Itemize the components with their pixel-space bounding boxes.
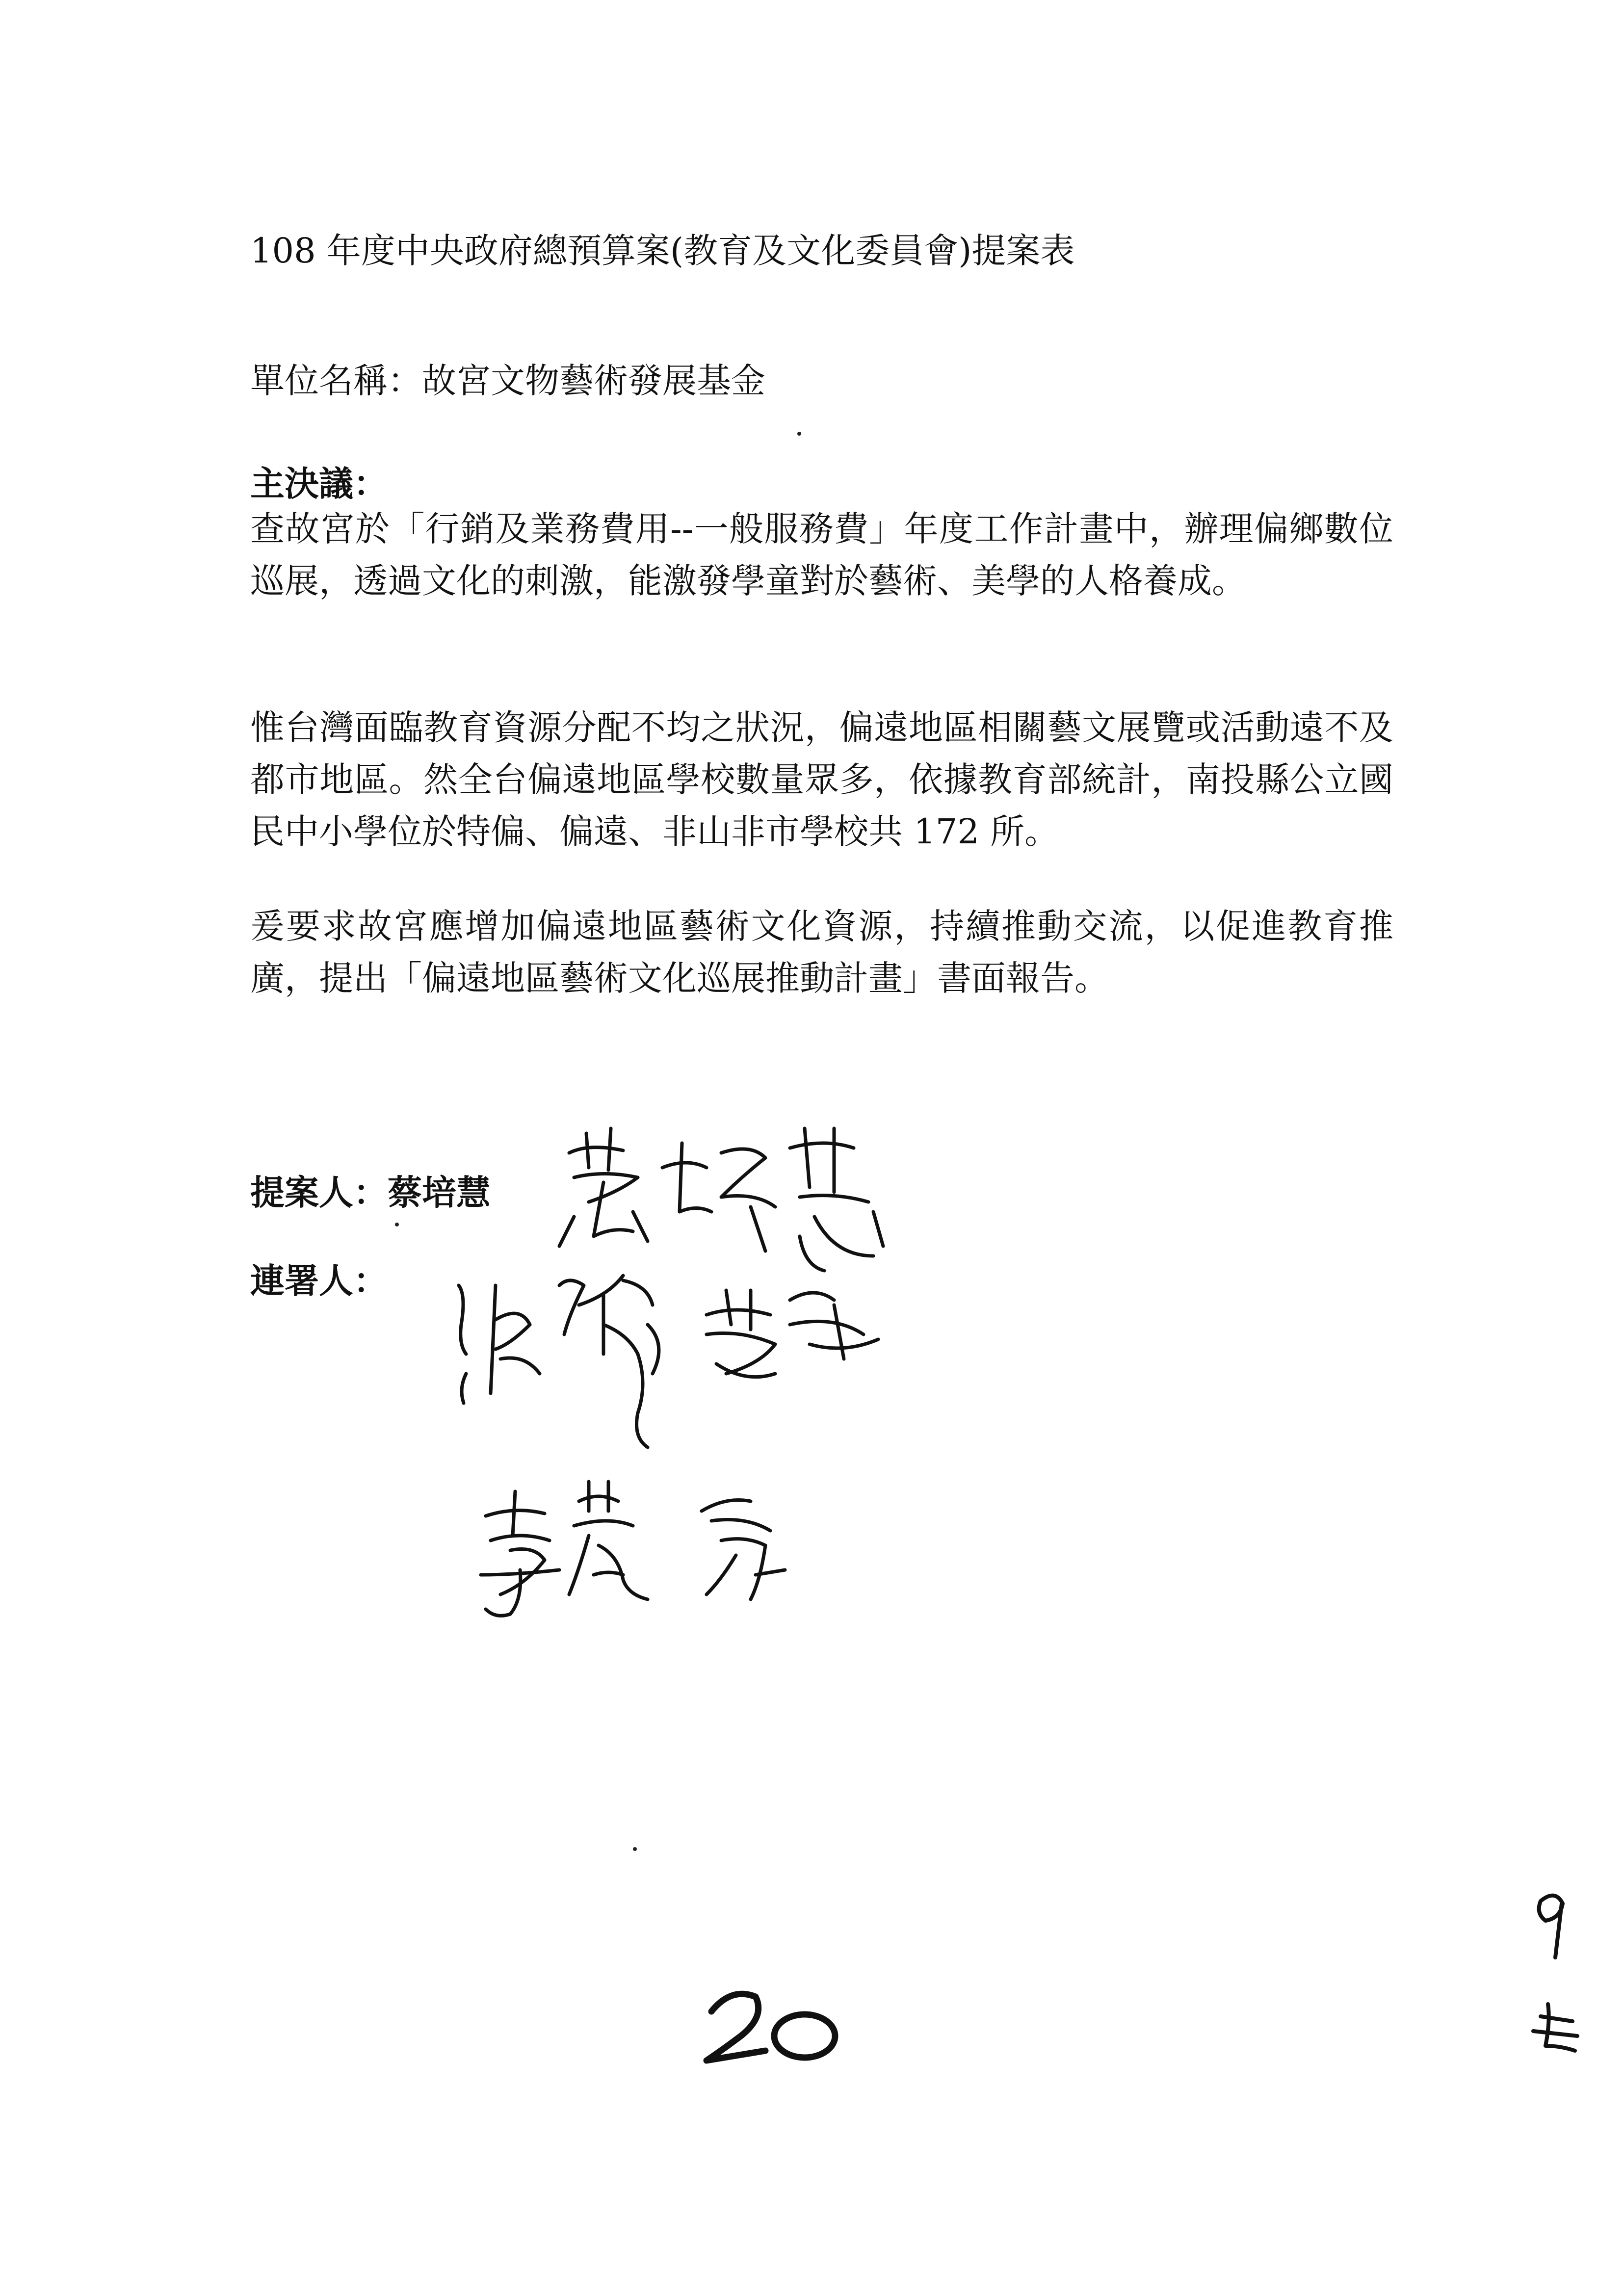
resolution-paragraph-3: 爰要求故宮應增加偏遠地區藝術文化資源，持續推動交流，以促進教育推廣，提出「偏遠地區藝術文化巡展推動計畫」書面報告。: [250, 906, 1393, 998]
handwritten-page-number: [707, 1994, 835, 2061]
proposer-label: 提案人：蔡培慧: [250, 1172, 491, 1213]
cosigner-label: 連署人：: [250, 1260, 388, 1301]
corner-marks: [1533, 1896, 1577, 2051]
cosigner-signature-2: [481, 1482, 785, 1616]
resolution-heading: 主決議：: [250, 463, 388, 504]
unit-name-line: 單位名稱：故宮文物藝術發展基金: [250, 361, 765, 401]
resolution-paragraph-1: 查故宮於「行銷及業務費用--一般服務費」年度工作計畫中，辦理偏鄉數位巡展，透過文化的刺激，能激發學童對於藝術、美學的人格養成。: [250, 509, 1393, 601]
proposer-signature: [559, 1128, 883, 1271]
cosigner-signature-1: [459, 1276, 878, 1447]
resolution-paragraph-2: 惟台灣面臨教育資源分配不均之狀況，偏遠地區相關藝文展覽或活動遠不及都市地區。然全台偏遠地區學校數量眾多，依據教育部統計，南投縣公立國民中小學位於特偏、偏遠、非山非市學校共 172 所。: [250, 707, 1393, 852]
document-title: 108 年度中央政府總預算案(教育及文化委員會)提案表: [250, 231, 1075, 271]
